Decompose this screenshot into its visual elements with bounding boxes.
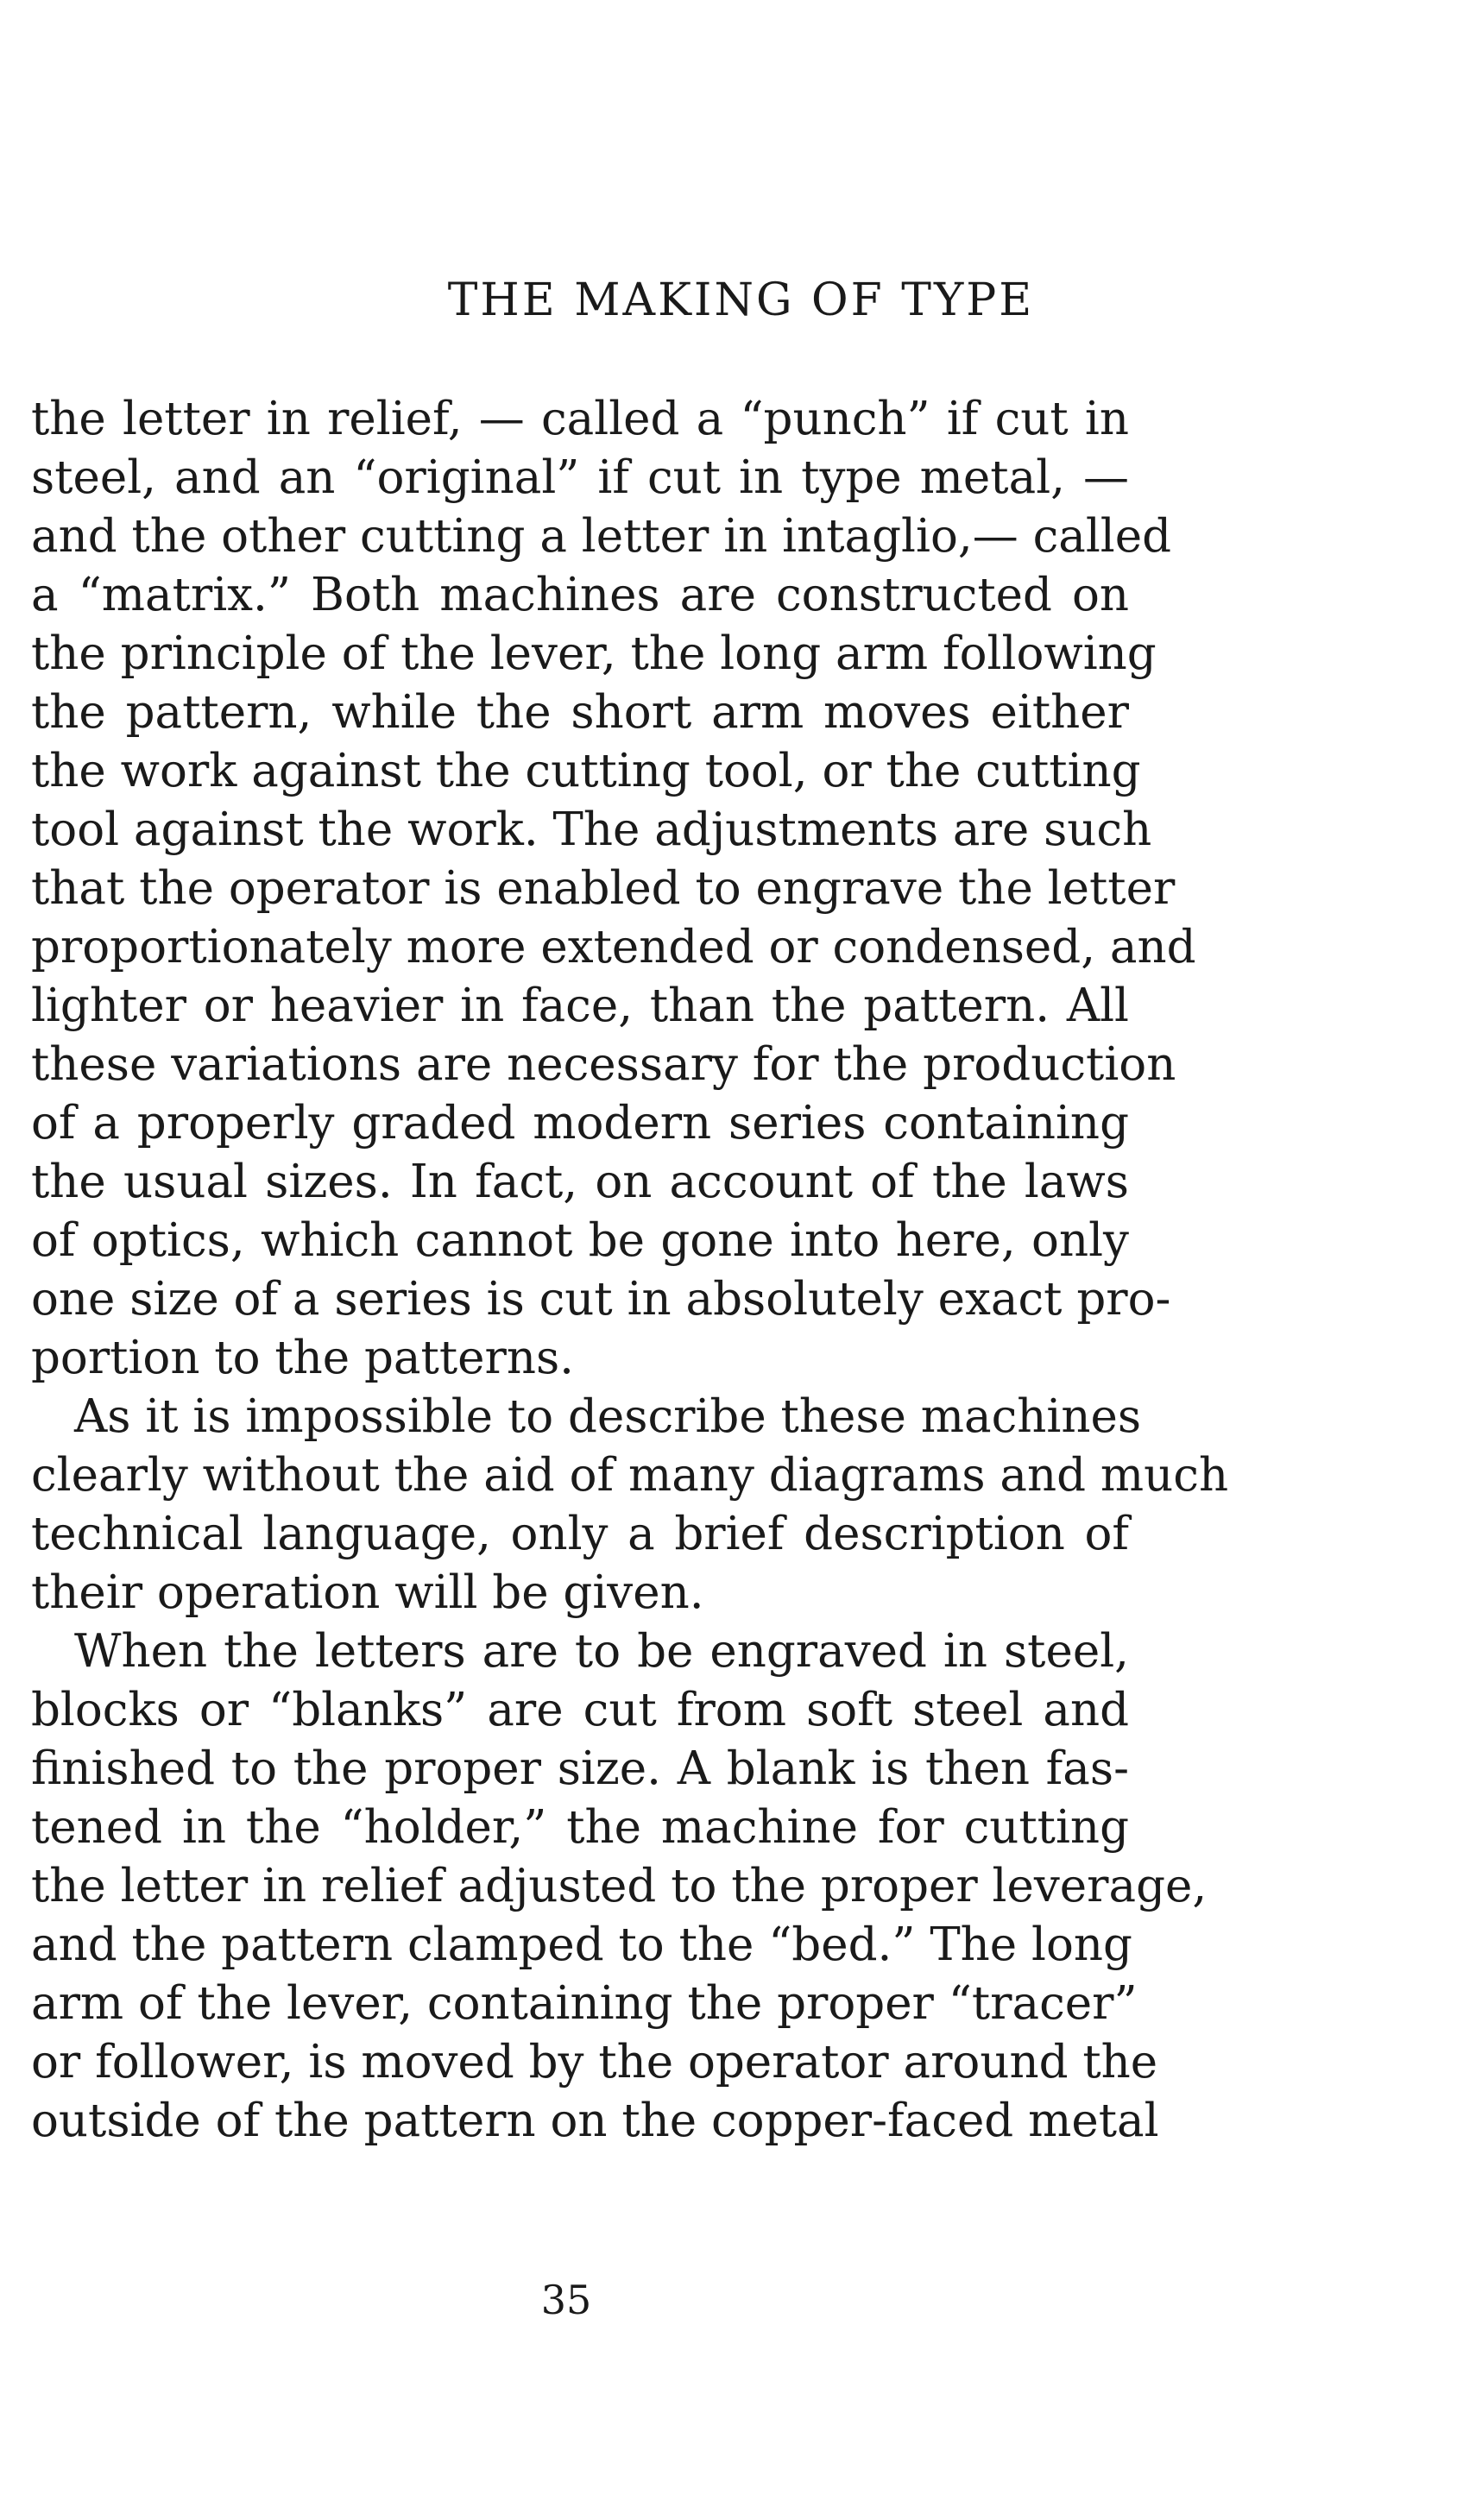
text-line: the letter in relief adjusted to the proper leverage,: [31, 1860, 1208, 1912]
text-line: a “matrix.” Both machines are constructed on: [31, 569, 1129, 621]
text-line: arm of the lever, containing the proper “tracer”: [31, 1977, 1138, 2030]
text-line: clearly without the aid of many diagrams and much: [31, 1449, 1229, 1502]
text-line: the principle of the lever, the long arm following: [31, 627, 1157, 680]
text-line: and the pattern clamped to the “bed.” The long: [31, 1918, 1132, 1971]
body-text: [31, 390, 1229, 2151]
text-line: of optics, which cannot be gone into here, only: [31, 1214, 1129, 1267]
text-line: blocks or “blanks” are cut from soft steel and: [31, 1684, 1129, 1736]
text-line: their operation will be given.: [31, 1566, 704, 1619]
text-line: the pattern, while the short arm moves either: [31, 686, 1129, 739]
text-line: that the operator is enabled to engrave the letter: [31, 862, 1176, 915]
text-line: steel, and an “original” if cut in type metal, —: [31, 451, 1129, 504]
text-line: tened in the “holder,” the machine for cutting: [31, 1801, 1129, 1854]
text-line: tool against the work. The adjustments are such: [31, 803, 1152, 856]
text-line: the work against the cutting tool, or the cutting: [31, 745, 1141, 797]
text-line: outside of the pattern on the copper-faced metal: [31, 2095, 1159, 2147]
text-line: these variations are necessary for the production: [31, 1038, 1176, 1091]
page-number: 35: [540, 2277, 592, 2323]
paragraph-first-line: As it is impossible to describe these machines: [74, 1390, 1142, 1443]
text-line: of a properly graded modern series containing: [31, 1097, 1129, 1150]
text-line: portion to the patterns.: [31, 1332, 575, 1384]
text-line: the letter in relief, — called a “punch” if cut in: [31, 393, 1129, 445]
text-line: one size of a series is cut in absolutely exact pro-: [31, 1273, 1171, 1326]
text-line: proportionately more extended or condensed, and: [31, 921, 1196, 973]
text-line: the usual sizes. In fact, on account of the laws: [31, 1156, 1129, 1208]
text-line: lighter or heavier in face, than the pattern. All: [31, 980, 1129, 1032]
paragraph-first-line: When the letters are to be engraved in steel,: [74, 1625, 1129, 1678]
text-line: finished to the proper size. A blank is then fas-: [31, 1742, 1129, 1795]
text-line: or follower, is moved by the operator around the: [31, 2036, 1158, 2088]
text-line: technical language, only a brief description of: [31, 1508, 1129, 1560]
text-line: and the other cutting a letter in intaglio,— called: [31, 510, 1172, 563]
running-head: THE MAKING OF TYPE: [447, 274, 1035, 326]
